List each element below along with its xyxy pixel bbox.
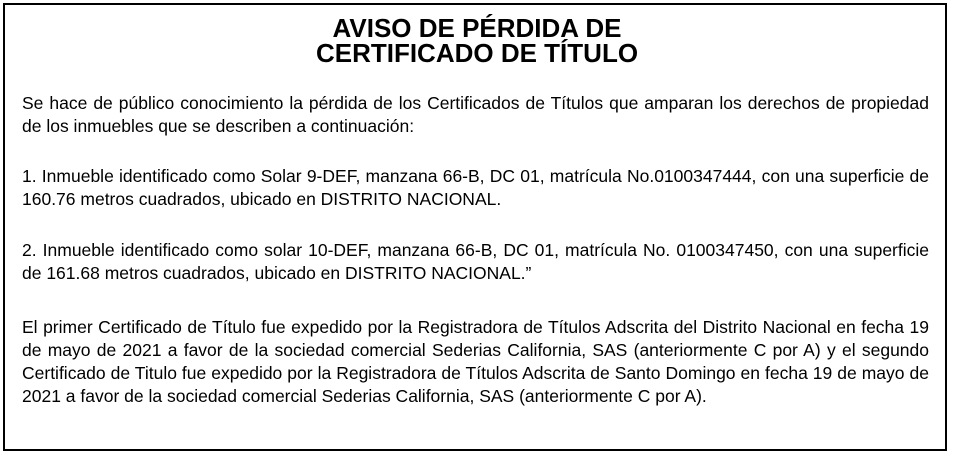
property-item-2: 2. Inmueble identificado como solar 10-DEF, manzana 66-B, DC 01, matrícula No. 0100347450, con una superficie de 161.68 metros cuadrados, ubicado en DISTRITO NACIONAL.” — [22, 240, 929, 283]
notice-title-line-1: AVISO DE PÉRDIDA DE — [332, 13, 622, 43]
closing-paragraph: El primer Certificado de Título fue expedido por la Registradora de Títulos Adscrita del Distrito Nacional en fecha 19 de mayo de 2021 a favor de la sociedad comercial Sederias California, SAS (anteriormente C por A) y el segundo Certificado de Titulo fue expedido por la Registradora de Títulos Adscrita de Santo Domingo en fecha 19 de mayo de 2021 a favor de la sociedad comercial Sederias California, SAS (anteriormente C por A). — [22, 317, 929, 406]
notice-box — [3, 3, 947, 451]
property-item-1: 1. Inmueble identificado como Solar 9-DEF, manzana 66-B, DC 01, matrícula No.0100347444, con una superficie de 160.76 metros cuadrados, ubicado en DISTRITO NACIONAL. — [22, 166, 929, 209]
notice-title-line-2: CERTIFICADO DE TÍTULO — [315, 38, 639, 68]
intro-paragraph: Se hace de público conocimiento la pérdida de los Certificados de Títulos que amparan los derechos de propiedad de los inmuebles que se describen a continuación: — [22, 93, 929, 136]
